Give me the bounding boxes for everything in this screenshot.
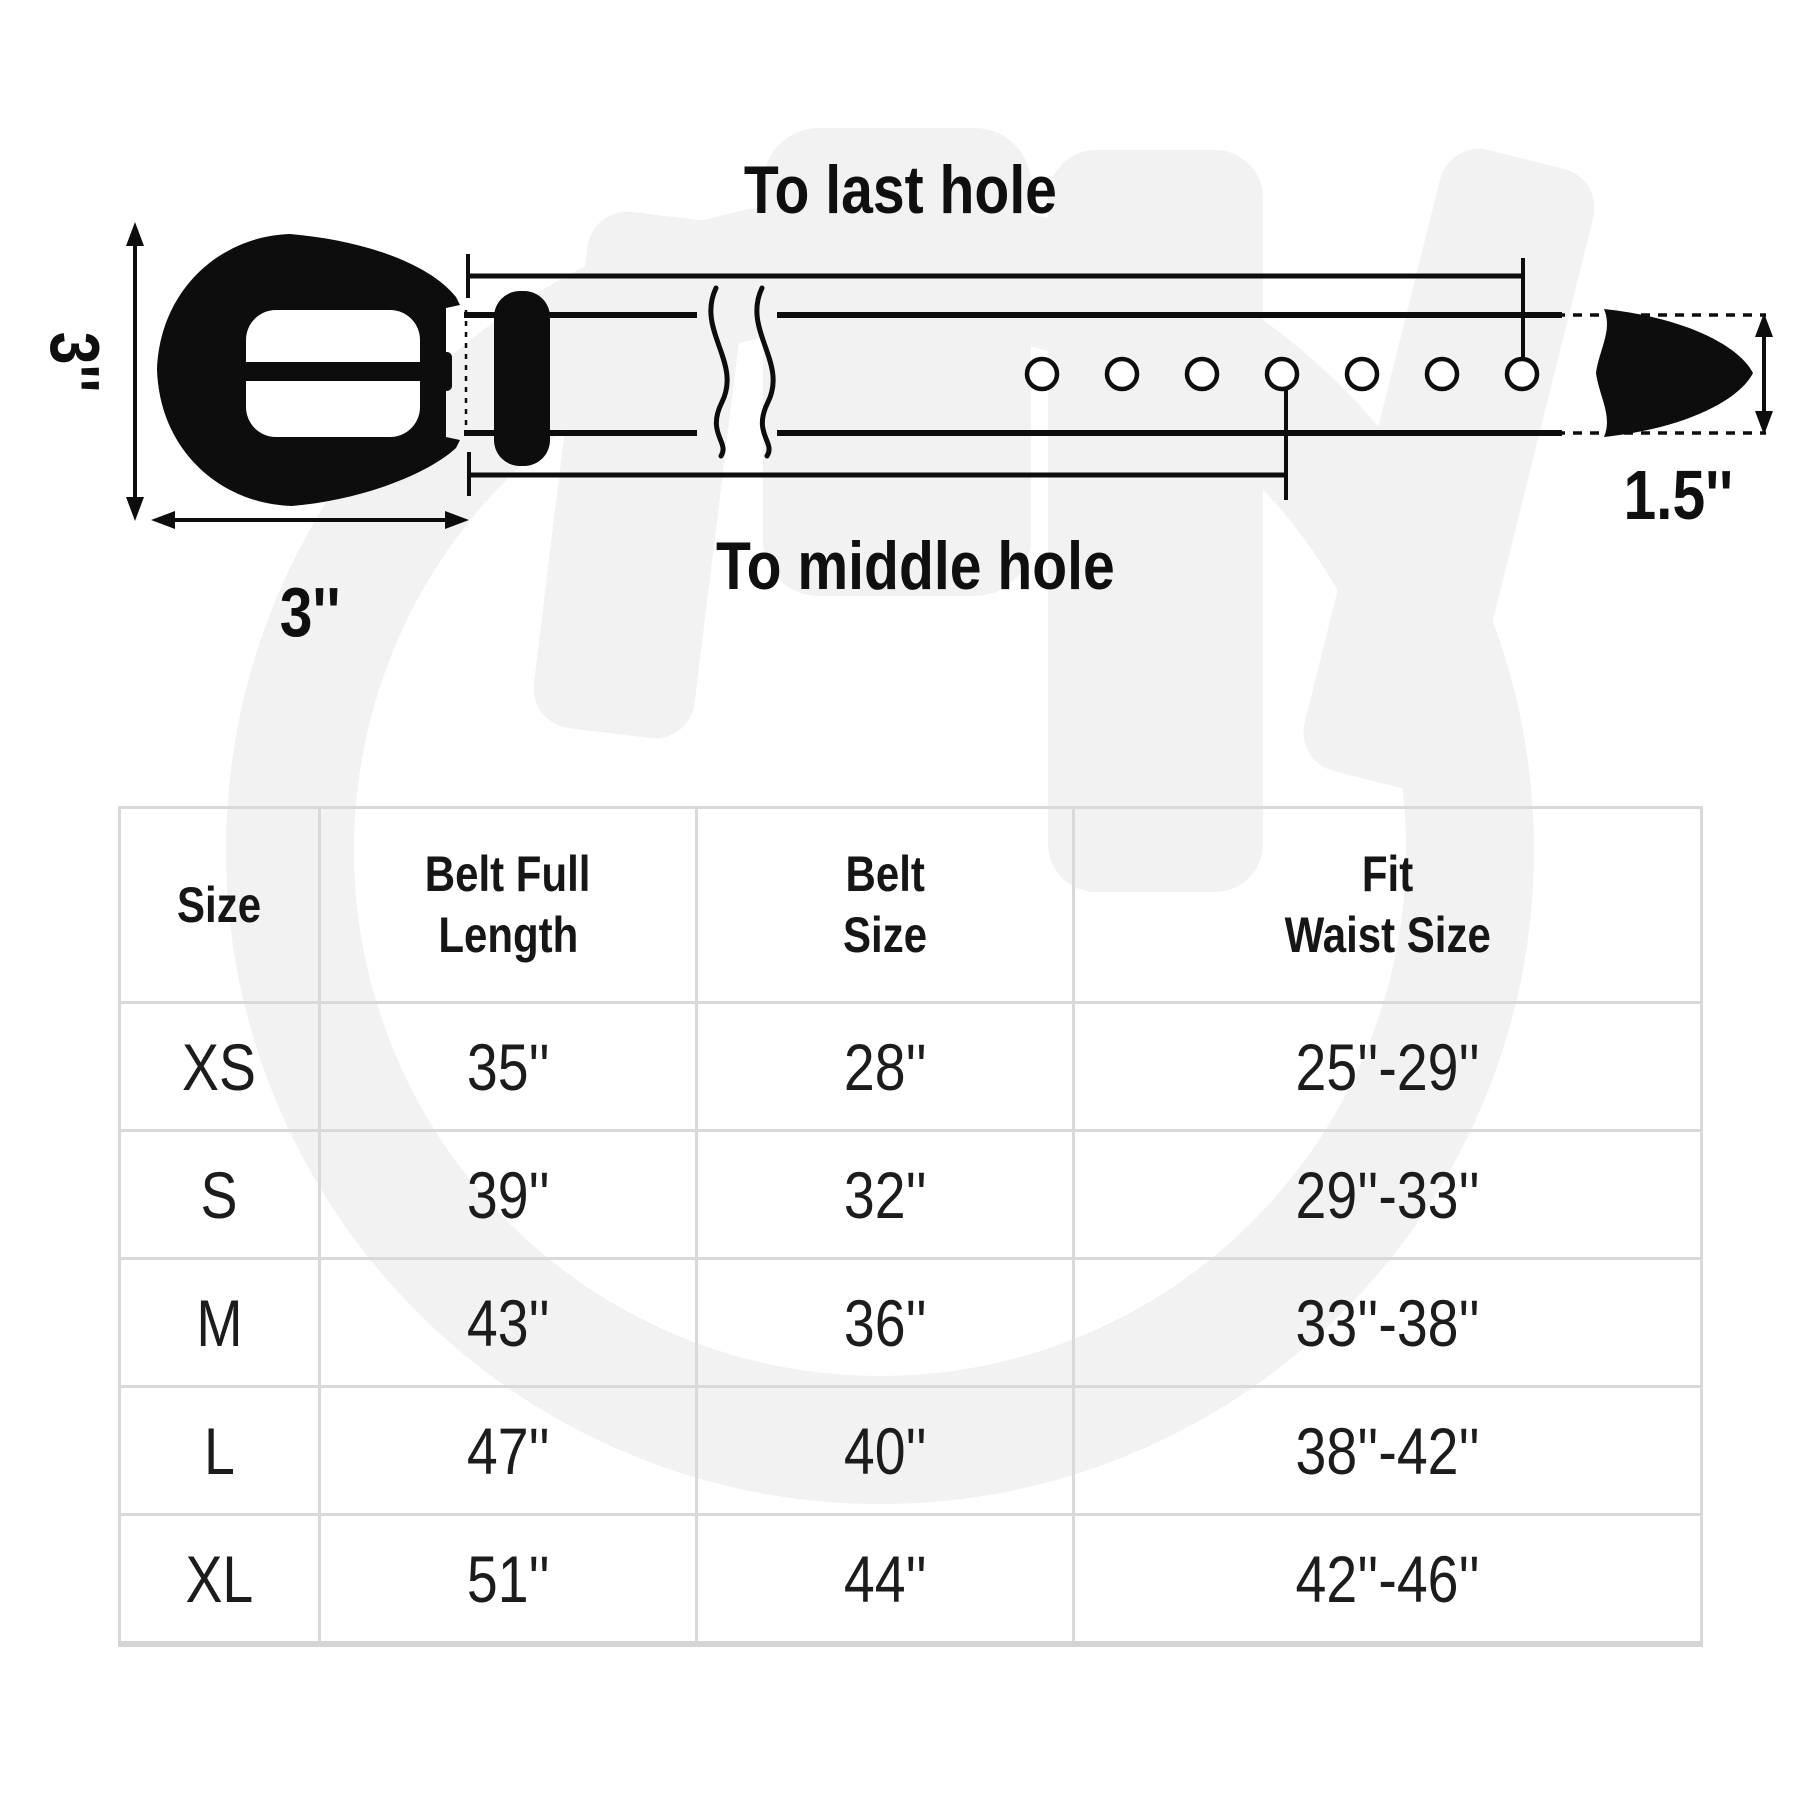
cell-fit-waist bbox=[1074, 1515, 1702, 1645]
cell-full-length bbox=[320, 1003, 697, 1131]
belt-holes bbox=[1027, 359, 1537, 389]
cell-size bbox=[120, 1003, 320, 1131]
size-chart-table bbox=[118, 806, 1703, 1647]
size-chart bbox=[118, 806, 1700, 1647]
to-middle-hole-measure bbox=[469, 390, 1286, 500]
strap-width-text: 1.5'' bbox=[1623, 456, 1733, 534]
cell-size bbox=[120, 1131, 320, 1259]
fit-waist-value: 25''-29'' bbox=[1295, 1029, 1480, 1104]
belt-size-value: 36'' bbox=[843, 1285, 927, 1360]
belt-size-value: 40'' bbox=[843, 1413, 927, 1488]
table-row-l bbox=[120, 1387, 1702, 1515]
size-value: XS bbox=[182, 1029, 257, 1104]
belt-tip bbox=[1596, 309, 1753, 437]
cell-fit-waist bbox=[1074, 1131, 1702, 1259]
table-header-row bbox=[120, 808, 1702, 1003]
fit-waist-value: 33''-38'' bbox=[1295, 1285, 1480, 1360]
size-value: S bbox=[201, 1157, 238, 1232]
to-last-hole-label bbox=[600, 150, 1200, 230]
to-last-hole-text: To last hole bbox=[743, 152, 1057, 228]
to-last-hole-measure bbox=[468, 254, 1523, 362]
strap-width-label bbox=[1578, 455, 1778, 535]
strap-break-squiggles bbox=[711, 288, 773, 456]
buckle-height-text: 3'' bbox=[36, 331, 114, 393]
cell-belt-size bbox=[697, 1259, 1074, 1387]
header-bs-line1: Belt bbox=[845, 846, 925, 902]
header-bfl-line2: Length bbox=[438, 907, 578, 963]
header-fws-line1: Fit bbox=[1361, 846, 1414, 902]
header-size bbox=[120, 808, 320, 1003]
cell-full-length bbox=[320, 1387, 697, 1515]
buckle bbox=[157, 234, 460, 506]
belt-size-value: 44'' bbox=[843, 1541, 927, 1616]
full-length-value: 51'' bbox=[466, 1541, 550, 1616]
cell-fit-waist bbox=[1074, 1387, 1702, 1515]
full-length-value: 47'' bbox=[466, 1413, 550, 1488]
header-belt-size bbox=[697, 808, 1074, 1003]
header-fit-waist-size bbox=[1074, 808, 1702, 1003]
fit-waist-value: 38''-42'' bbox=[1295, 1413, 1480, 1488]
header-bs-line2: Size bbox=[842, 907, 928, 963]
cell-size bbox=[120, 1515, 320, 1645]
belt-size-value: 32'' bbox=[843, 1157, 927, 1232]
buckle-width-arrow bbox=[151, 511, 469, 529]
buckle-height-arrow bbox=[126, 222, 144, 521]
cell-full-length bbox=[320, 1515, 697, 1645]
buckle-prong-tip bbox=[430, 352, 452, 391]
fit-waist-value: 29''-33'' bbox=[1295, 1157, 1480, 1232]
to-middle-hole-text: To middle hole bbox=[715, 528, 1115, 604]
full-length-value: 39'' bbox=[466, 1157, 550, 1232]
table-row-xs bbox=[120, 1003, 1702, 1131]
cell-fit-waist bbox=[1074, 1003, 1702, 1131]
buckle-prong bbox=[246, 362, 422, 381]
header-fws-line2: Waist Size bbox=[1284, 907, 1491, 963]
header-bfl-line1: Belt Full bbox=[425, 846, 591, 902]
full-length-value: 35'' bbox=[466, 1029, 550, 1104]
full-length-value: 43'' bbox=[466, 1285, 550, 1360]
header-belt-full-length bbox=[320, 808, 697, 1003]
cell-belt-size bbox=[697, 1515, 1074, 1645]
table-row-m bbox=[120, 1259, 1702, 1387]
cell-size bbox=[120, 1259, 320, 1387]
header-size-text: Size bbox=[177, 876, 262, 933]
cell-belt-size bbox=[697, 1131, 1074, 1259]
belt-strap bbox=[464, 315, 1562, 433]
size-value: M bbox=[196, 1285, 243, 1360]
buckle-height-label bbox=[35, 277, 115, 447]
cell-belt-size bbox=[697, 1387, 1074, 1515]
to-middle-hole-label bbox=[615, 526, 1215, 606]
fit-waist-value: 42''-46'' bbox=[1295, 1541, 1480, 1616]
cell-fit-waist bbox=[1074, 1259, 1702, 1387]
table-row-xl bbox=[120, 1515, 1702, 1645]
size-value: XL bbox=[185, 1541, 254, 1616]
buckle-width-label bbox=[210, 572, 410, 652]
cell-full-length bbox=[320, 1131, 697, 1259]
cell-size bbox=[120, 1387, 320, 1515]
buckle-width-text: 3'' bbox=[279, 573, 341, 651]
cell-belt-size bbox=[697, 1003, 1074, 1131]
cell-full-length bbox=[320, 1259, 697, 1387]
size-value: L bbox=[204, 1413, 235, 1488]
table-row-s bbox=[120, 1131, 1702, 1259]
belt-size-value: 28'' bbox=[843, 1029, 927, 1104]
